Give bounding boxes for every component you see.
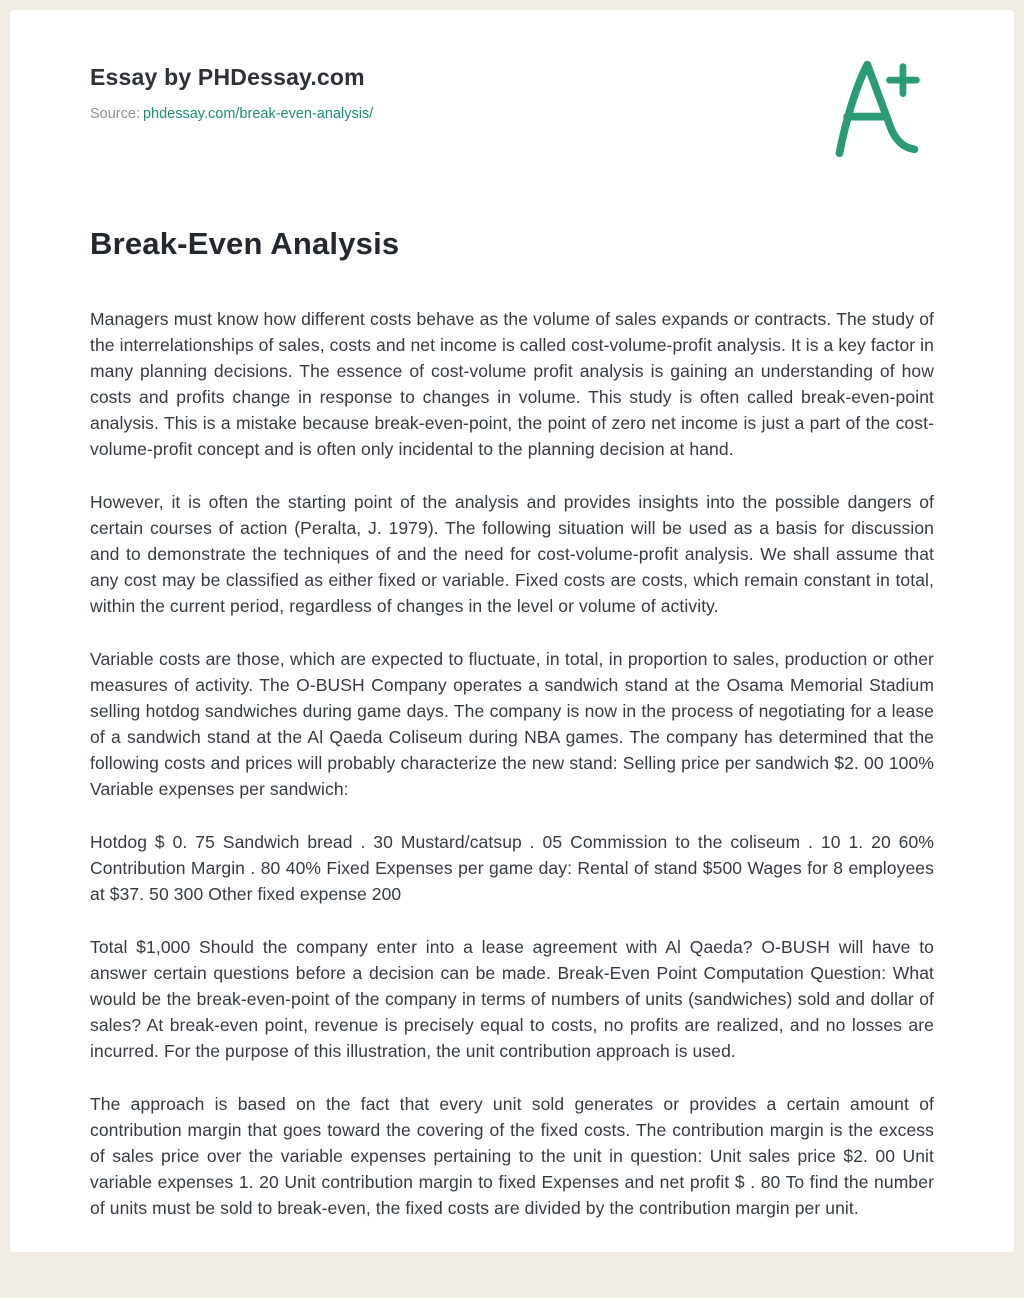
header-text-block [90,54,373,122]
essay-paragraph-6: The approach is based on the fact that every unit sold generates or provides a certain amount of contribution margin that goes toward the covering of the fixed costs. The contribution margin is the excess of sales price over the variable expenses pertaining to the unit in question: Unit sales price $2. 00 Unit variable expenses 1. 20 Unit contribution margin to fixed Expenses and net profit $ . 80 To find the number of units must be sold to break-even, the fixed costs are divided by the contribution margin per unit. [90,1094,934,1218]
essay-body [90,306,934,1221]
essay-header [90,54,934,162]
essay-title: Break-Even Analysis [90,226,400,261]
site-title: Essay by PHDessay.com [90,64,365,90]
essay-paragraph-3: Variable costs are those, which are expected to fluctuate, in total, in proportion to sales, production or other measures of activity. The O-BUSH Company operates a sandwich stand at the Osama Memorial Stadium selling hotdog sandwiches during game days. The company is now in the process of negotiating for a lease of a sandwich stand at the Al Qaeda Coliseum during NBA games. The company has determined that the following costs and prices will probably characterize the new stand: Selling price per sandwich $2. 00 100% Variable expenses per sandwich: [90,649,934,799]
source-label: Source: [90,106,140,122]
essay-paragraph-1: Managers must know how different costs behave as the volume of sales expands or contracts. The study of the interrelationships of sales, costs and net income is called cost-volume-profit analysis. It is a key factor in many planning decisions. The essence of cost-volume profit analysis is gaining an understanding of how costs and profits change in response to changes in volume. This study is often called break-even-point analysis. This is a mistake because break-even-point, the point of zero net income is just a part of the cost-volume-profit concept and is often only incidental to the planning decision at hand. [90,309,934,459]
source-link[interactable]: phdessay.com/break-even-analysis/ [142,106,374,122]
essay-paragraph-5: Total $1,000 Should the company enter into a lease agreement with Al Qaeda? O-BUSH will have to answer certain questions before a decision can be made. Break-Even Point Computation Question: What would be the break-even-point of the company in terms of numbers of units (sandwiches) sold and dollar of sales? At break-even point, revenue is precisely equal to costs, no profits are realized, and no losses are incurred. For the purpose of this illustration, the unit contribution approach is used. [90,937,934,1061]
source-line [90,106,373,122]
essay-card [10,10,1014,1252]
essay-paragraph-4: Hotdog $ 0. 75 Sandwich bread . 30 Mustard/catsup . 05 Commission to the coliseum . 10 1. 20 60% Contribution Margin . 80 40% Fixed Expenses per game day: Rental of stand $500 Wages for 8 employees at $37. 50 300 Other fixed expense 200 [90,832,934,904]
essay-paragraph-2: However, it is often the starting point of the analysis and provides insights into the possible dangers of certain courses of action (Peralta, J. 1979). The following situation will be used as a basis for discussion and to demonstrate the techniques of and the need for cost-volume-profit analysis. We shall assume that any cost may be classified as either fixed or variable. Fixed costs are costs, which remain constant in total, within the current period, regardless of changes in the level or volume of activity. [90,492,934,616]
aplus-logo-icon [826,54,926,162]
